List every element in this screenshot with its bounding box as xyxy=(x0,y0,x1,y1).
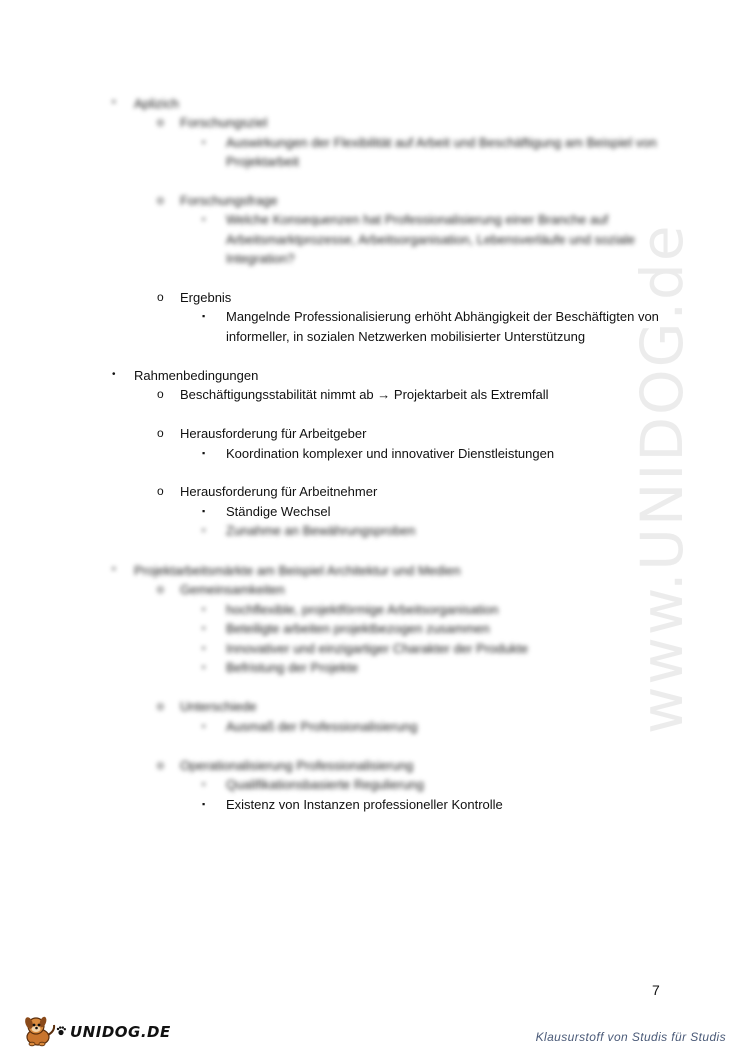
paw-icon xyxy=(56,1023,66,1041)
list-item: Beteiligte arbeiten projektbezogen zusammen xyxy=(226,621,490,636)
list-item: Zunahme an Bewährungsproben xyxy=(226,523,416,538)
square-marker: ▪ xyxy=(202,506,206,516)
unidog-logo[interactable] xyxy=(22,1014,171,1050)
square-marker: ▪ xyxy=(202,214,206,224)
circle-marker: o xyxy=(157,115,164,129)
subsection-title: Gemeinsamkeiten xyxy=(180,582,285,597)
list-item: Existenz von Instanzen professioneller Kontrolle xyxy=(226,797,503,812)
bullet-marker: • xyxy=(112,369,116,380)
subsection-title: Herausforderung für Arbeitnehmer xyxy=(180,484,378,499)
list-item: Ausmaß der Professionalisierung xyxy=(226,719,418,734)
subsection-title: Ergebnis xyxy=(180,290,232,305)
circle-marker: o xyxy=(157,758,164,772)
subsection-title xyxy=(180,386,549,404)
subsection-title: Unterschiede xyxy=(180,699,257,714)
square-marker: ▪ xyxy=(202,525,206,535)
square-marker: ▪ xyxy=(202,604,206,614)
bullet-marker: • xyxy=(112,97,116,108)
circle-marker: o xyxy=(157,387,164,401)
subsection-title: Forschungsfrage xyxy=(180,193,278,208)
subsection-title: Operationalisierung Professionalisierung xyxy=(180,758,414,773)
square-marker: ▪ xyxy=(202,311,206,321)
bullet-marker: • xyxy=(112,564,116,575)
section-title: Projektarbeitsmärkte am Beispiel Architektur und Medien xyxy=(134,563,461,578)
circle-marker: o xyxy=(157,699,164,713)
watermark: www.UNIDOG.de xyxy=(628,223,696,734)
square-marker: ▪ xyxy=(202,662,206,672)
footer-tagline: Klausurstoff von Studis für Studis xyxy=(535,1030,726,1044)
section-title: Aplizich xyxy=(134,96,179,111)
circle-marker: o xyxy=(157,193,164,207)
circle-marker: o xyxy=(157,582,164,596)
square-marker: ▪ xyxy=(202,623,206,633)
list-item-cont: Arbeitsmarktprozesse, Arbeitsorganisation, Lebensverläufe und soziale xyxy=(226,232,636,247)
list-item-cont: Projektarbeit xyxy=(226,154,299,169)
list-item-cont: informeller, in sozialen Netzwerken mobilisierter Unterstützung xyxy=(226,329,586,344)
arrow-icon: → xyxy=(377,387,391,402)
square-marker: ▪ xyxy=(202,721,206,731)
circle-marker: o xyxy=(157,484,164,498)
square-marker: ▪ xyxy=(202,779,206,789)
list-item: hochflexible, projektförmige Arbeitsorganisation xyxy=(226,602,499,617)
dog-mascot-icon xyxy=(22,1013,58,1052)
list-item: Koordination komplexer und innovativer Dienstleistungen xyxy=(226,446,555,461)
square-marker: ▪ xyxy=(202,643,206,653)
list-item: Welche Konsequenzen hat Professionalisierung einer Branche auf xyxy=(226,212,609,227)
subsection-title: Forschungsziel xyxy=(180,115,268,130)
circle-marker: o xyxy=(157,290,164,304)
page-number: 7 xyxy=(652,982,660,998)
list-item: Auswirkungen der Flexibilität auf Arbeit und Beschäftigung am Beispiel von xyxy=(226,135,657,150)
section-title: Rahmenbedingungen xyxy=(134,368,259,383)
circle-marker: o xyxy=(157,426,164,440)
list-item: Mangelnde Professionalisierung erhöht Abhängigkeit der Beschäftigten von xyxy=(226,309,659,324)
list-item-cont: Integration? xyxy=(226,251,295,266)
logo-text: UNIDOG.DE xyxy=(70,1023,171,1041)
list-item: Ständige Wechsel xyxy=(226,504,331,519)
square-marker: ▪ xyxy=(202,799,206,809)
list-item: Innovativer und einzigartiger Charakter der Produkte xyxy=(226,641,529,656)
list-item: Qualifikationsbasierte Regulierung xyxy=(226,777,425,792)
square-marker: ▪ xyxy=(202,137,206,147)
subsection-title: Herausforderung für Arbeitgeber xyxy=(180,426,367,441)
subsection-text: Projektarbeit als Extremfall xyxy=(393,387,549,402)
square-marker: ▪ xyxy=(202,448,206,458)
list-item: Befristung der Projekte xyxy=(226,660,359,675)
subsection-text: Beschäftigungsstabilität nimmt ab xyxy=(180,387,374,402)
